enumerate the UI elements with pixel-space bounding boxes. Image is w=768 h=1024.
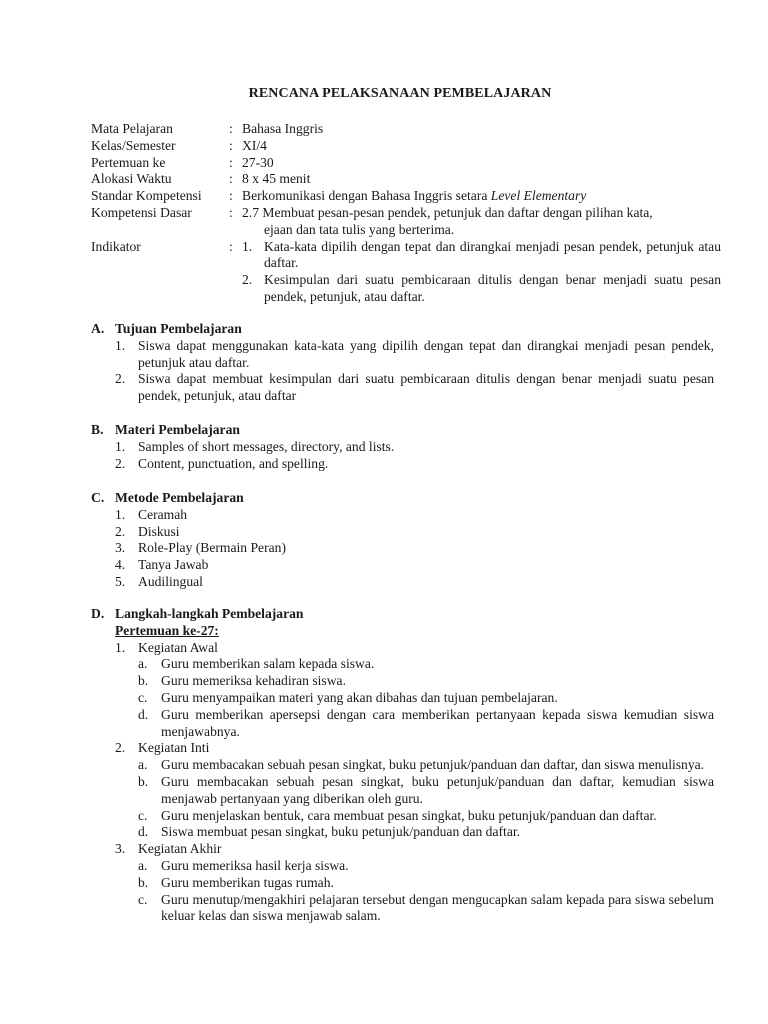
activity-text: Guru menyampaikan materi yang akan dibahas dan tujuan pembelajaran. [161, 689, 558, 705]
activity-letter: a. [138, 757, 148, 773]
list-text: Siswa dapat menggunakan kata-kata yang dipilih dengan tepat dan dirangkai menjadi pesan pendek, petunjuk atau daftar. [138, 337, 714, 370]
indicator-item [242, 239, 721, 273]
activity-letter: b. [138, 773, 149, 789]
list-text: Content, punctuation, and spelling. [138, 455, 329, 471]
list-text: Audilingual [138, 573, 203, 589]
indicator-item [242, 272, 721, 306]
activity-text: Guru memeriksa kehadiran siswa. [161, 673, 346, 689]
list-item [91, 574, 714, 591]
list-number: 1. [115, 639, 126, 655]
list-item [91, 557, 714, 574]
info-label: Kompetensi Dasar [91, 204, 192, 220]
list-item [91, 524, 714, 541]
info-value: 27-30 [242, 154, 274, 170]
section-metode [91, 490, 714, 591]
indicator-number: 2. [242, 272, 253, 288]
activity-group-title [91, 740, 714, 757]
section-heading [91, 490, 714, 507]
info-colon: : [229, 238, 233, 254]
section-letter: C. [91, 490, 105, 505]
info-label: Pertemuan ke [91, 154, 166, 170]
info-value-italic: Level Elementary [490, 188, 587, 204]
list-text: Siswa dapat membuat kesimpulan dari suatu pembicaraan ditulis dengan benar menjadi suatu pesan pendek, petunjuk, atau daftar [138, 371, 714, 404]
info-colon: : [229, 171, 233, 187]
list-item [91, 439, 714, 456]
activity-text: Guru menjelaskan bentuk, cara membuat pesan singkat, buku petunjuk/panduan dan daftar. [161, 807, 657, 823]
list-text: Samples of short messages, directory, and lists. [138, 438, 395, 454]
info-colon: : [229, 137, 233, 153]
activity-letter: b. [138, 673, 149, 689]
activity-item [91, 892, 714, 926]
list-text: Role-Play (Bermain Peran) [138, 540, 286, 556]
info-row-kelas [91, 138, 721, 155]
section-tujuan [91, 321, 714, 405]
activity-letter: c. [138, 891, 148, 907]
activity-letter: d. [138, 706, 149, 722]
list-item [91, 338, 714, 372]
list-text: Kegiatan Inti [138, 740, 210, 756]
activity-text: Guru membacakan sebuah pesan singkat, buku petunjuk/panduan dan daftar, kemudian siswa menjawab pertanyaan yang diberikan oleh guru. [161, 773, 714, 806]
list-number: 2. [115, 523, 126, 539]
list-number: 5. [115, 573, 126, 589]
info-row-alokasi [91, 171, 721, 188]
activity-text: Guru menutup/mengakhiri pelajaran tersebut dengan mengucapkan salam kepada para siswa sebelum keluar kelas dan siswa menjawab salam. [161, 891, 714, 924]
info-value [242, 205, 721, 239]
indicator-text: Kesimpulan dari suatu pembicaraan ditulis dengan benar menjadi suatu pesan pendek, petunjuk, atau daftar. [264, 272, 721, 304]
info-label: Mata Pelajaran [91, 121, 173, 136]
activity-group-title [91, 841, 714, 858]
activity-text: Guru memberikan salam kepada siswa. [161, 656, 375, 672]
section-title: Langkah-langkah Pembelajaran [115, 606, 304, 621]
activity-item [91, 757, 714, 774]
info-value [242, 239, 721, 306]
info-value: 8 x 45 menit [242, 171, 311, 187]
activity-item [91, 774, 714, 808]
info-row-standar [91, 188, 721, 205]
activity-item [91, 824, 714, 841]
activity-text: Guru memeriksa hasil kerja siswa. [161, 857, 349, 873]
list-number: 1. [115, 506, 126, 522]
info-label: Standar Kompetensi [91, 188, 202, 204]
info-colon: : [229, 154, 233, 170]
list-item [91, 371, 714, 405]
info-value: Bahasa Inggris [242, 121, 324, 136]
info-label: Alokasi Waktu [91, 171, 172, 187]
list-number: 1. [115, 337, 126, 353]
list-text: Tanya Jawab [138, 557, 209, 573]
list-number: 1. [115, 438, 126, 454]
list-text: Kegiatan Akhir [138, 841, 222, 857]
activity-item [91, 808, 714, 825]
list-number: 2. [115, 740, 126, 756]
info-block [91, 121, 721, 306]
indicator-number: 1. [242, 238, 253, 254]
list-number: 2. [115, 371, 126, 387]
activity-letter: d. [138, 824, 149, 840]
activity-text: Guru membacakan sebuah pesan singkat, buku petunjuk/panduan dan daftar, dan siswa menulisnya. [161, 757, 705, 773]
activity-letter: a. [138, 857, 148, 873]
section-heading [91, 321, 714, 338]
section-heading [91, 422, 714, 439]
info-value-text: Berkomunikasi dengan Bahasa Inggris setara [242, 188, 491, 204]
activity-group-title [91, 640, 714, 657]
activity-item [91, 875, 714, 892]
activity-text: Guru memberikan apersepsi dengan cara memberikan pertanyaan kepada siswa kemudian siswa menjawabnya. [161, 706, 714, 739]
indicator-text: Kata-kata dipilih dengan tepat dan dirangkai menjadi pesan pendek, petunjuk atau daftar. [264, 238, 721, 271]
section-title: Tujuan Pembelajaran [115, 321, 242, 336]
activity-item [91, 673, 714, 690]
list-text: Diskusi [138, 523, 180, 539]
info-value [242, 188, 721, 205]
activity-letter: c. [138, 807, 148, 823]
activity-text: Siswa membuat pesan singkat, buku petunjuk/panduan dan daftar. [161, 824, 521, 840]
info-row-kompetensi [91, 205, 721, 239]
list-item [91, 507, 714, 524]
section-langkah [91, 606, 714, 925]
meeting-heading: Pertemuan ke-27: [115, 622, 219, 638]
info-label: Indikator [91, 238, 141, 254]
info-colon: : [229, 204, 233, 220]
list-item [91, 540, 714, 557]
activity-text: Guru memberikan tugas rumah. [161, 874, 334, 890]
section-heading [91, 606, 714, 623]
list-number: 3. [115, 841, 126, 857]
info-row-mata-pelajaran [91, 121, 721, 138]
info-row-indikator [91, 239, 721, 306]
page-title: RENCANA PELAKSANAAN PEMBELAJARAN [248, 86, 552, 101]
activity-letter: c. [138, 689, 148, 705]
info-label: Kelas/Semester [91, 137, 176, 153]
list-number: 3. [115, 540, 126, 556]
info-colon: : [229, 188, 233, 204]
section-title: Metode Pembelajaran [115, 490, 244, 505]
activity-item [91, 656, 714, 673]
section-letter: B. [91, 422, 104, 437]
info-value: XI/4 [242, 137, 267, 153]
list-number: 2. [115, 455, 126, 471]
list-number: 4. [115, 557, 126, 573]
info-value-line: ejaan dan tata tulis yang berterima. [264, 221, 455, 237]
list-text: Ceramah [138, 506, 188, 522]
section-letter: D. [91, 606, 105, 621]
activity-item [91, 707, 714, 741]
info-row-pertemuan [91, 155, 721, 172]
activity-letter: b. [138, 874, 149, 890]
section-letter: A. [91, 321, 105, 336]
section-title: Materi Pembelajaran [115, 422, 240, 437]
section-materi [91, 422, 714, 472]
activity-item [91, 858, 714, 875]
activity-letter: a. [138, 656, 148, 672]
info-colon: : [229, 121, 233, 136]
activity-item [91, 690, 714, 707]
list-item [91, 456, 714, 473]
list-text: Kegiatan Awal [138, 639, 218, 655]
info-value-line: 2.7 Membuat pesan-pesan pendek, petunjuk dan daftar dengan pilihan kata, [242, 204, 653, 220]
